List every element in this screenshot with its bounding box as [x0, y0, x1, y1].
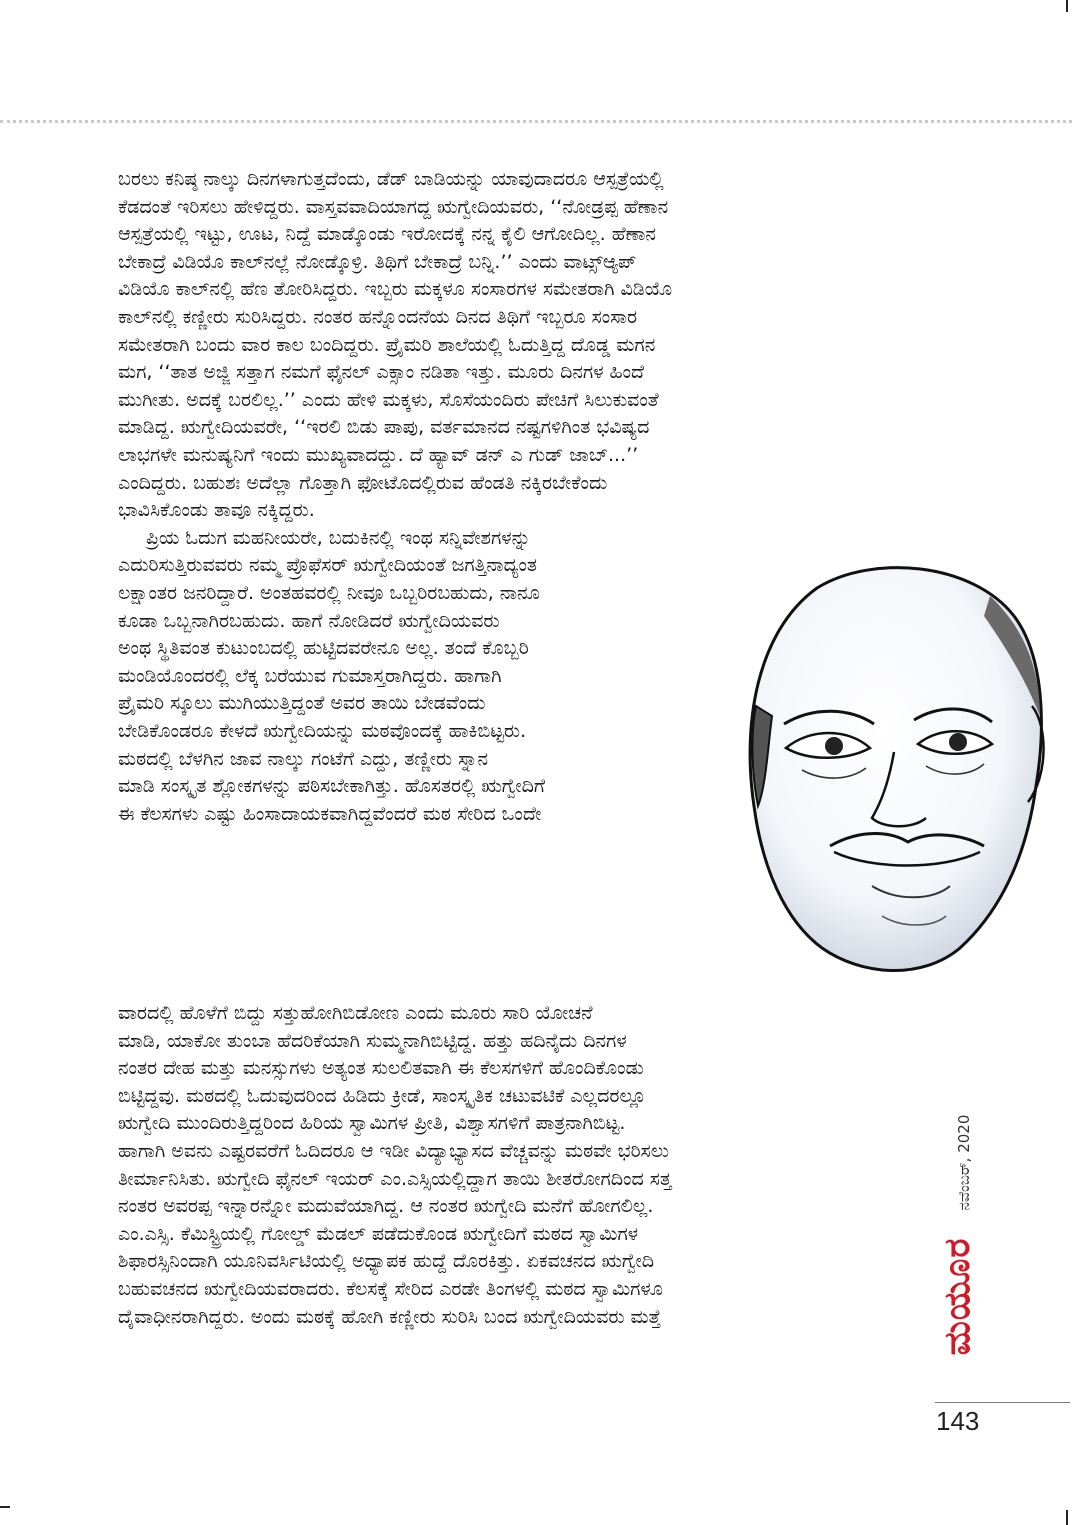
page-number: 143: [936, 1406, 980, 1436]
text-line: ಮಗ, ‘‘ತಾತ ಅಜ್ಜಿ ಸತ್ತಾಗ ನಮಗೆ ಫೈನಲ್ ಎಕ್ಸಾಂ ನಡಿತಾ ಇತ್ತು. ಮೂರು ದಿನಗಳ ಹಿಂದೆ: [118, 361, 645, 384]
text-line: ಮಾಡಿ ಸಂಸ್ಕೃತ ಶ್ಲೋಕಗಳನ್ನು ಪಠಿಸಬೇಕಾಗಿತ್ತು. ಹೊಸತರಲ್ಲಿ ಋಗ್ವೇದಿಗೆ: [118, 775, 545, 798]
text-line: ಶಿಫಾರಸ್ಸಿನಿಂದಾಗಿ ಯೂನಿವರ್ಸಿಟಿಯಲ್ಲಿ ಅಧ್ಯಾಪಕ ಹುದ್ದೆ ದೊರಕಿತ್ತು. ಏಕವಚನದ ಋಗ್ವೇದಿ: [118, 1250, 655, 1273]
text-line: ಮಠದಲ್ಲಿ ಬೆಳಗಿನ ಜಾವ ನಾಲ್ಕು ಗಂಟೆಗೆ ಎದ್ದು, ತಣ್ಣೀರು ಸ್ನಾನ: [118, 747, 489, 770]
text-line: ಲಕ್ಷಾಂತರ ಜನರಿದ್ದಾರೆ. ಅಂತಹವರಲ್ಲಿ ನೀವೂ ಒಬ್ಬರಿರಬಹುದು, ನಾನೂ: [118, 581, 540, 604]
text-line: ಅಂಥ ಸ್ಥಿತಿವಂತ ಕುಟುಂಬದಲ್ಲಿ ಹುಟ್ಟಿದವರೇನೂ ಅಲ್ಲ. ತಂದೆ ಕೊಬ್ಬರಿ: [118, 637, 529, 660]
text-line: ವಿಡಿಯೊ ಕಾಲ್‌ನಲ್ಲಿ ಹೆಣ ತೋರಿಸಿದ್ದರು. ಇಬ್ಬರು ಮಕ್ಕಳೂ ಸಂಸಾರಗಳ ಸಮೇತರಾಗಿ ವಿಡಿಯೊ: [118, 278, 673, 301]
article-text-wrapped: [118, 470, 728, 829]
crop-mark-top-right: [1066, 0, 1068, 12]
article-text-top: [118, 166, 918, 470]
magazine-masthead: ಮಯೂರ: [937, 1237, 978, 1356]
text-line: ಪ್ರೈಮರಿ ಸ್ಕೂಲು ಮುಗಿಯುತ್ತಿದ್ದಂತೆ ಅವರ ತಾಯಿ ಬೇಡವೆಂದು: [118, 692, 486, 715]
page-number-rule: [935, 1402, 1070, 1403]
text-line: ಋಗ್ವೇದಿ ಮುಂದಿರುತ್ತಿದ್ದರಿಂದ ಹಿರಿಯ ಸ್ವಾಮಿಗಳ ಪ್ರೀತಿ, ವಿಶ್ವಾಸಗಳಿಗೆ ಪಾತ್ರನಾಗಿಬಿಟ್ಟ.: [118, 1112, 626, 1135]
text-line: ಬರಲು ಕನಿಷ್ಠ ನಾಲ್ಕು ದಿನಗಳಾಗುತ್ತದೆಂದು, ಡೆಡ್ ಬಾಡಿಯನ್ನು ಯಾವುದಾದರೂ ಆಸ್ಪತ್ರೆಯಲ್ಲಿ: [118, 168, 664, 190]
crop-mark-bottom-left: [0, 1506, 10, 1508]
text-line: ಲಾಭಗಳೇ ಮನುಷ್ಯನಿಗೆ ಇಂದು ಮುಖ್ಯವಾದದ್ದು. ದೆ ಹ್ಯಾವ್ ಡನ್ ಎ ಗುಡ್ ಜಾಬ್...’’: [118, 443, 639, 466]
text-line: ಸಮೇತರಾಗಿ ಬಂದು ವಾರ ಕಾಲ ಬಂದಿದ್ದರು. ಪ್ರೈಮರಿ ಶಾಲೆಯಲ್ಲಿ ಓದುತ್ತಿದ್ದ ದೊಡ್ಡ ಮಗನ: [118, 333, 656, 356]
text-line: ಪ್ರಿಯ ಓದುಗ ಮಹನೀಯರೇ, ಬದುಕಿನಲ್ಲಿ ಇಂಥ ಸನ್ನಿವೇಶಗಳನ್ನು: [146, 526, 531, 549]
paragraph-2-full-lines: [118, 1000, 918, 1331]
crop-mark-bottom-right: [1066, 1510, 1068, 1525]
text-line: ಹಾಗಾಗಿ ಅವನು ಎಷ್ಟರವರೆಗೆ ಓದಿದರೂ ಆ ಇಡೀ ವಿದ್ಯಾಭ್ಯಾಸದ ವೆಚ್ಚವನ್ನು ಮಠವೇ ಭರಿಸಲು: [118, 1139, 670, 1162]
text-line: ತೀರ್ಮಾನಿಸಿತು. ಋಗ್ವೇದಿ ಫೈನಲ್ ಇಯರ್ ಎಂ.ಎಸ್ಸಿಯಲ್ಲಿದ್ದಾಗ ತಾಯಿ ಶೀತರೋಗದಿಂದ ಸತ್ತ: [118, 1167, 672, 1190]
text-line: ಈ ಕೆಲಸಗಳು ಎಷ್ಟು ಹಿಂಸಾದಾಯಕವಾಗಿದ್ದವೆಂದರೆ ಮಠ ಸೇರಿದ ಒಂದೇ: [118, 802, 542, 825]
text-line: ನಂತರ ದೇಹ ಮತ್ತು ಮನಸ್ಸುಗಳು ಅತ್ಯಂತ ಸುಲಲಿತವಾಗಿ ಈ ಕೆಲಸಗಳಿಗೆ ಹೊಂದಿಕೊಂಡು: [118, 1057, 644, 1080]
text-line: ಭಾವಿಸಿಕೊಂಡು ತಾವೂ ನಕ್ಕಿದ್ದರು.: [118, 499, 315, 522]
text-line: ಮುಗೀತು. ಅದಕ್ಕೆ ಬರಲಿಲ್ಲ.’’ ಎಂದು ಹೇಳಿ ಮಕ್ಕಳು, ಸೊಸೆಯಂದಿರು ಪೇಚಿಗೆ ಸಿಲುಕುವಂತೆ: [118, 388, 659, 411]
text-line: ಕೆಡದಂತೆ ಇರಿಸಲು ಹೇಳಿದ್ದರು. ವಾಸ್ತವವಾದಿಯಾಗದ್ದ ಋಗ್ವೇದಿಯವರು, ‘‘ನೋಡ್ರಪ್ಪ ಹೆಣಾನ: [118, 195, 669, 218]
article-text-bottom: [118, 1000, 918, 1331]
text-line: ಬಿಟ್ಟಿದ್ದವು. ಮಠದಲ್ಲಿ ಓದುವುದರಿಂದ ಹಿಡಿದು ಕ್ರೀಡೆ, ಸಾಂಸ್ಕೃತಿಕ ಚಟುವಟಿಕೆ ಎಲ್ಲದರಲ್ಲೂ: [118, 1084, 647, 1107]
issue-date: ನವೆಂಬರ್, 2020: [955, 1114, 973, 1211]
text-line: ಎಂದಿದ್ದರು. ಬಹುಶಃ ಅದೆಲ್ಲಾ ಗೊತ್ತಾಗಿ ಫೋಟೊದಲ್ಲಿರುವ ಹೆಂಡತಿ ನಕ್ಕಿರಬೇಕೆಂದು: [118, 471, 608, 494]
paragraph-1-full-lines: [118, 166, 918, 470]
header-dotted-rule: [0, 120, 1072, 123]
text-line: ಬಹುವಚನದ ಋಗ್ವೇದಿಯವರಾದರು. ಕೆಲಸಕ್ಕೆ ಸೇರಿದ ಎರಡೇ ತಿಂಗಳಲ್ಲಿ ಮಠದ ಸ್ವಾಮಿಗಳೂ: [118, 1277, 663, 1300]
text-line: ದೈವಾಧೀನರಾಗಿದ್ದರು. ಅಂದು ಮಠಕ್ಕೆ ಹೋಗಿ ಕಣ್ಣೀರು ಸುರಿಸಿ ಬಂದ ಋಗ್ವೇದಿಯವರು ಮತ್ತೆ: [118, 1305, 662, 1328]
text-line: ಮಂಡಿಯೊಂದರಲ್ಲಿ ಲೆಕ್ಕ ಬರೆಯುವ ಗುಮಾಸ್ತರಾಗಿದ್ದರು. ಹಾಗಾಗಿ: [118, 664, 502, 687]
text-line: ಮಾಡಿ, ಯಾಕೋ ತುಂಬಾ ಹೆದರಿಕೆಯಾಗಿ ಸುಮ್ಮನಾಗಿಬಿಟ್ಟಿದ್ದ. ಹತ್ತು ಹದಿನೈದು ದಿನಗಳ: [118, 1029, 627, 1052]
text-line: ಮಾಡಿದ್ದ. ಋಗ್ವೇದಿಯವರೇ, ‘‘ಇರಲಿ ಬಿಡು ಪಾಪು, ವರ್ತಮಾನದ ನಷ್ಟಗಳಿಗಿಂತ ಭವಿಷ್ಯದ: [118, 416, 650, 439]
text-line: ಕೂಡಾ ಒಬ್ಬನಾಗಿರಬಹುದು. ಹಾಗೆ ನೋಡಿದರೆ ಋಗ್ವೇದಿಯವರು: [118, 609, 500, 632]
text-line: ಬೇಡಿಕೊಂಡರೂ ಕೇಳದೆ ಋಗ್ವೇದಿಯನ್ನು ಮಠವೊಂದಕ್ಕೆ ಹಾಕಿಬಿಟ್ಟರು.: [118, 719, 527, 742]
text-line: ಆಸ್ಪತ್ರೆಯಲ್ಲಿ ಇಟ್ಟು, ಊಟ, ನಿದ್ದೆ ಮಾಡ್ಕೊಂಡು ಇರೋದಕ್ಕೆ ನನ್ನ ಕೈಲಿ ಆಗೋದಿಲ್ಲ. ಹೆಣಾನ: [118, 223, 656, 246]
text-line: ಎಂ.ಎಸ್ಸಿ. ಕೆಮಿಸ್ಟ್ರಿಯಲ್ಲಿ ಗೋಲ್ಡ್ ಮೆಡಲ್ ಪಡೆದುಕೊಂಡ ಋಗ್ವೇದಿಗೆ ಮಠದ ಸ್ವಾಮಿಗಳ: [118, 1222, 639, 1245]
text-line: ವಾರದಲ್ಲಿ ಹೊಳೆಗೆ ಬಿದ್ದು ಸತ್ತುಹೋಗಿಬಿಡೋಣ ಎಂದು ಮೂರು ಸಾರಿ ಯೋಚನೆ: [118, 1002, 593, 1024]
text-line: ಬೇಕಾದ್ರೆ ವಿಡಿಯೊ ಕಾಲ್‌ನಲ್ಲೆ ನೋಡ್ಕೊಳ್ರಿ. ತಿಥಿಗೆ ಬೇಕಾದ್ರೆ ಬನ್ನಿ.’’ ಎಂದು ವಾಟ್ಸ್‌ಆ್ಯಪ್: [118, 250, 637, 273]
text-line: ಎದುರಿಸುತ್ತಿರುವವರು ನಮ್ಮ ಪ್ರೊಫೆಸರ್ ಋಗ್ವೇದಿಯಂತೆ ಜಗತ್ತಿನಾದ್ಯಂತ: [118, 554, 537, 577]
paragraph-1-wrap-lines: [118, 470, 728, 525]
caricature-portrait: [722, 556, 1052, 984]
magazine-side-label: [937, 1090, 978, 1380]
text-line: ನಂತರ ಅವರಪ್ಪ ಇನ್ನಾರನ್ನೋ ಮದುವೆಯಾಗಿದ್ದ. ಆ ನಂತರ ಋಗ್ವೇದಿ ಮನೆಗೆ ಹೋಗಲಿಲ್ಲ.: [118, 1195, 654, 1218]
text-line: ಕಾಲ್‌ನಲ್ಲಿ ಕಣ್ಣೀರು ಸುರಿಸಿದ್ದರು. ನಂತರ ಹನ್ನೊಂದನೆಯ ದಿನದ ತಿಥಿಗೆ ಇಬ್ಬರೂ ಸಂಸಾರ: [118, 305, 638, 328]
paragraph-2-wrap-lines: [118, 525, 728, 829]
